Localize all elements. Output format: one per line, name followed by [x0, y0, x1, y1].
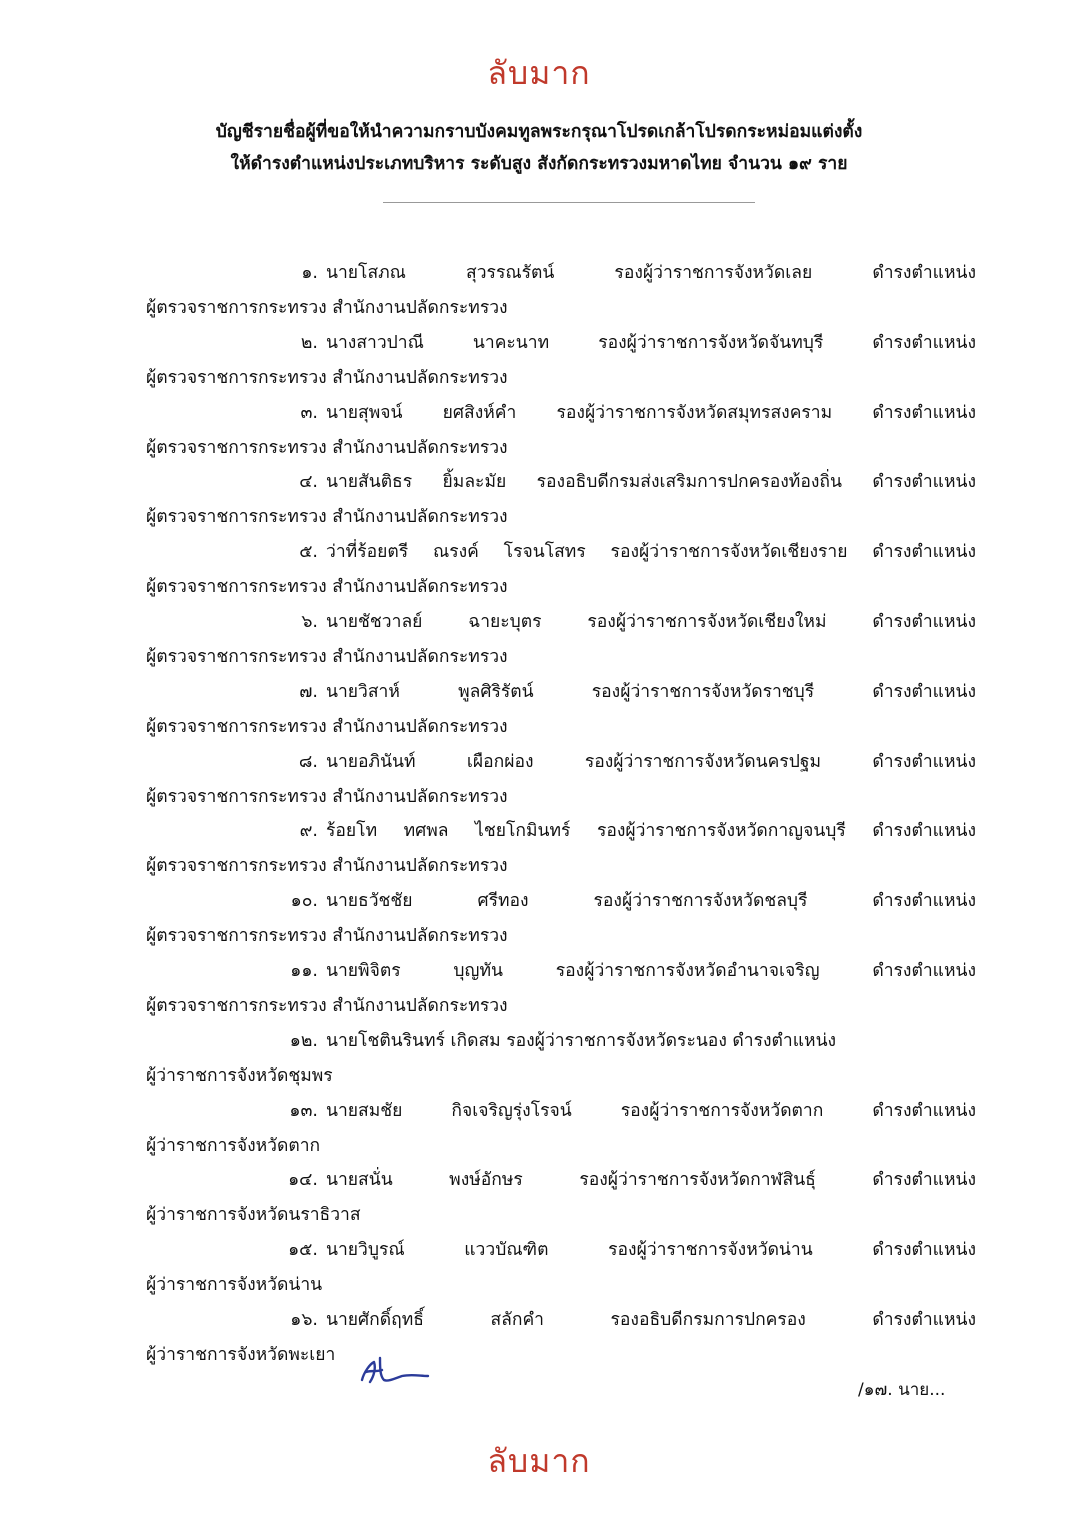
- list-item: [146, 884, 976, 954]
- heading-divider: [383, 202, 755, 203]
- item-text-line-1: นายวิบูรณ์ แววบัณฑิต รองผู้ว่าราชการจังหวัดน่าน ดำรงตำแหน่ง: [326, 1240, 976, 1261]
- item-text-line-2: ผู้ตรวจราชการกระทรวง สำนักงานปลัดกระทรวง: [146, 298, 508, 318]
- item-number: ๑.: [301, 263, 318, 283]
- list-item: [146, 1024, 976, 1094]
- item-text-line-2: ผู้ว่าราชการจังหวัดตาก: [146, 1135, 321, 1156]
- item-text-line-2: ผู้ตรวจราชการกระทรวง สำนักงานปลัดกระทรวง: [146, 437, 508, 458]
- list-item: [146, 1233, 976, 1303]
- item-text-line-1: นายโชตินรินทร์ เกิดสม รองผู้ว่าราชการจังหวัดระนอง ดำรงตำแหน่ง: [326, 1030, 837, 1051]
- list-item: [146, 256, 976, 326]
- list-item: [146, 675, 976, 745]
- item-text-line-1: นายธวัชชัย ศรีทอง รองผู้ว่าราชการจังหวัดชลบุรี ดำรงตำแหน่ง: [326, 891, 976, 912]
- list-item: [146, 814, 976, 884]
- classification-stamp-bottom: ลับมาก: [487, 1442, 591, 1480]
- heading-line-1: บัญชีรายชื่อผู้ที่ขอให้นำความกราบบังคมทูลพระกรุณาโปรดเกล้าโปรดกระหม่อมแต่งตั้ง: [215, 122, 863, 142]
- item-number: ๕.: [299, 542, 318, 563]
- list-item: [146, 396, 976, 466]
- item-text-line-1: นายพิจิตร บุญทัน รองผู้ว่าราชการจังหวัดอำนาจเจริญ ดำรงตำแหน่ง: [326, 960, 976, 981]
- list-item: [146, 605, 976, 675]
- list-item: [146, 1163, 976, 1233]
- item-number: ๔.: [299, 472, 318, 493]
- item-text-line-1: ร้อยโท ทศพล ไชยโกมินทร์ รองผู้ว่าราชการจังหวัดกาญจนบุรี ดำรงตำแหน่ง: [326, 821, 976, 842]
- item-text-line-2: ผู้ตรวจราชการกระทรวง สำนักงานปลัดกระทรวง: [146, 995, 508, 1016]
- continuation-note: /๑๗. นาย...: [858, 1380, 946, 1400]
- document-heading: [0, 116, 1078, 180]
- list-item: [146, 535, 976, 605]
- item-text-line-1: นายสนั่น พงษ์อักษร รองผู้ว่าราชการจังหวัดกาฬสินธุ์ ดำรงตำแหน่ง: [326, 1170, 976, 1191]
- item-text-line-1: นายสมชัย กิจเจริญรุ่งโรจน์ รองผู้ว่าราชการจังหวัดตาก ดำรงตำแหน่ง: [326, 1100, 976, 1121]
- list-item: [146, 954, 976, 1024]
- heading-line-2: ให้ดำรงตำแหน่งประเภทบริหาร ระดับสูง สังกัดกระทรวงมหาดไทย จำนวน ๑๙ ราย: [230, 154, 848, 174]
- item-number: ๙.: [299, 821, 318, 842]
- item-text-line-1: นางสาวปาณี นาคะนาท รองผู้ว่าราชการจังหวัดจันทบุรี ดำรงตำแหน่ง: [326, 332, 976, 353]
- item-number: ๑๐.: [290, 891, 318, 912]
- item-number: ๑๓.: [289, 1100, 318, 1121]
- item-number: ๑๖.: [290, 1309, 318, 1330]
- item-number: ๓.: [300, 402, 318, 423]
- item-number: ๘.: [298, 751, 318, 772]
- item-number: ๖.: [301, 611, 318, 632]
- list-item: [146, 465, 976, 535]
- signature: [356, 1354, 436, 1388]
- item-number: ๑๕.: [288, 1240, 318, 1261]
- item-text-line-1: นายชัชวาลย์ ฉายะบุตร รองผู้ว่าราชการจังหวัดเชียงใหม่ ดำรงตำแหน่ง: [326, 611, 976, 632]
- list-item: [146, 745, 976, 815]
- classification-stamp-top: ลับมาก: [487, 54, 591, 92]
- item-text-line-1: นายวิสาห์ พูลศิริรัตน์ รองผู้ว่าราชการจังหวัดราชบุรี ดำรงตำแหน่ง: [326, 681, 976, 702]
- item-number: ๗.: [299, 681, 318, 702]
- item-number: ๑๔.: [288, 1170, 318, 1191]
- item-text-line-2: ผู้ตรวจราชการกระทรวง สำนักงานปลัดกระทรวง: [146, 856, 508, 877]
- item-text-line-2: ผู้ว่าราชการจังหวัดพะเยา: [146, 1344, 336, 1365]
- item-text-line-2: ผู้ว่าราชการจังหวัดชุมพร: [146, 1065, 333, 1086]
- item-text-line-1: นายอภินันท์ เผือกผ่อง รองผู้ว่าราชการจังหวัดนครปฐม ดำรงตำแหน่ง: [326, 751, 976, 772]
- item-text-line-2: ผู้ตรวจราชการกระทรวง สำนักงานปลัดกระทรวง: [146, 926, 508, 947]
- item-text-line-2: ผู้ว่าราชการจังหวัดน่าน: [146, 1275, 323, 1296]
- item-text-line-2: ผู้ว่าราชการจังหวัดนราธิวาส: [146, 1205, 361, 1226]
- item-text-line-2: ผู้ตรวจราชการกระทรวง สำนักงานปลัดกระทรวง: [146, 716, 508, 737]
- appointee-list: [146, 256, 976, 1373]
- item-text-line-2: ผู้ตรวจราชการกระทรวง สำนักงานปลัดกระทรวง: [146, 646, 508, 667]
- item-text-line-1: ว่าที่ร้อยตรี ณรงค์ โรจนโสทร รองผู้ว่าราชการจังหวัดเชียงราย ดำรงตำแหน่ง: [326, 542, 976, 563]
- item-text-line-2: ผู้ตรวจราชการกระทรวง สำนักงานปลัดกระทรวง: [146, 577, 508, 598]
- item-number: ๒.: [300, 332, 318, 353]
- item-text-line-1: นายสันติธร ยิ้มละมัย รองอธิบดีกรมส่งเสริมการปกครองท้องถิ่น ดำรงตำแหน่ง: [326, 472, 976, 493]
- list-item: [146, 1303, 976, 1373]
- item-text-line-1: นายสุพจน์ ยศสิงห์คำ รองผู้ว่าราชการจังหวัดสมุทรสงคราม ดำรงตำแหน่ง: [326, 402, 976, 423]
- item-number: ๑๒.: [289, 1030, 318, 1051]
- item-text-line-2: ผู้ตรวจราชการกระทรวง สำนักงานปลัดกระทรวง: [146, 786, 508, 807]
- list-item: [146, 326, 976, 396]
- item-number: ๑๑.: [290, 960, 318, 981]
- item-text-line-2: ผู้ตรวจราชการกระทรวง สำนักงานปลัดกระทรวง: [146, 507, 508, 528]
- list-item: [146, 1094, 976, 1164]
- item-text-line-1: นายศักดิ์ฤทธิ์ สลักคำ รองอธิบดีกรมการปกครอง ดำรงตำแหน่ง: [326, 1309, 976, 1330]
- item-text-line-2: ผู้ตรวจราชการกระทรวง สำนักงานปลัดกระทรวง: [146, 367, 508, 388]
- item-text-line-1: นายโสภณ สุวรรณรัตน์ รองผู้ว่าราชการจังหวัดเลย ดำรงตำแหน่ง: [326, 263, 976, 283]
